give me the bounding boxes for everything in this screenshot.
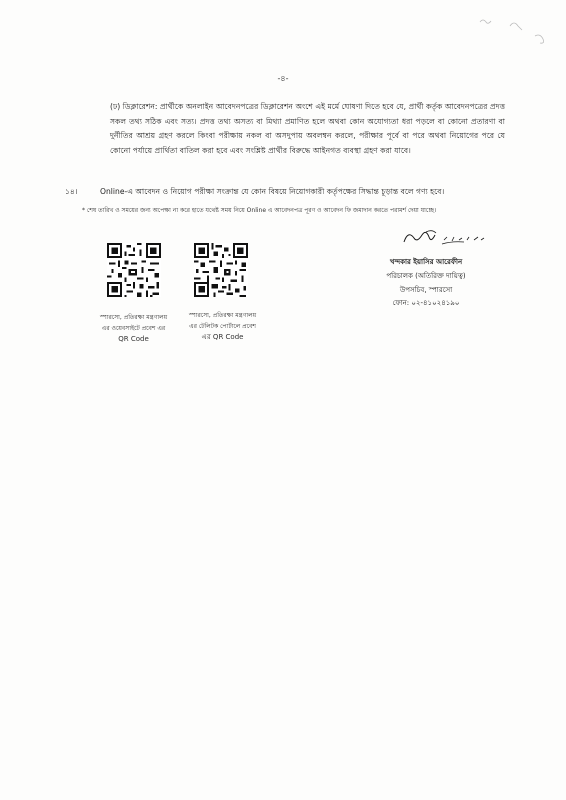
officer-name: খন্দকার ইয়াসির আরেফীন — [389, 258, 463, 266]
officer-block — [356, 256, 496, 311]
item-number: ১৪। — [65, 187, 78, 196]
margin-scribble — [470, 8, 560, 58]
item-text: Online-এ আবেদন ও নিয়োগ পরীক্ষা সংক্রান্ত যে কোন বিষয়ে নিয়োগকারী কর্তৃপক্ষের সিদ্ধান্ত চূড়ান্ত বলে গণ্য হবে। — [100, 187, 445, 196]
qr-caption-line: স্পারসো, প্রতিরক্ষা মন্ত্রণালয় — [188, 312, 257, 319]
officer-title: পরিচালক (অতিরিক্ত দায়িত্ব) — [386, 271, 466, 280]
page-number: -৪- — [277, 74, 289, 83]
qr-code-icon[interactable] — [107, 243, 161, 297]
qr-caption-line: এর টেলিটক পোর্টালে প্রবেশ — [189, 323, 256, 330]
qr-caption-line: QR Code — [118, 335, 149, 343]
officer-phone: ফোন: ০২-৪১০২৪১৯০ — [392, 299, 460, 308]
qr-caption-line: স্পারসো, প্রতিরক্ষা মন্ত্রণালয় — [99, 314, 168, 321]
officer-designation: উপসচিব, স্পারসো — [399, 285, 453, 294]
item-14 — [65, 186, 505, 198]
qr-code-icon[interactable] — [194, 243, 248, 297]
footnote: * শেষ তারিখ ও সময়ের জন্য অপেক্ষা না করে হাতে যথেষ্ট সময় নিয়ে Online এ আবেদনপত্র পূরণ ও আবেদন ফি জমাদান করতে পরামর্শ দেয়া যাচ্ছে। — [82, 207, 437, 214]
handwritten-signature — [398, 226, 508, 250]
qr-caption-line: এর ওয়েবসাইটে প্রবেশ এর — [101, 325, 166, 332]
qr-caption-teletalk — [165, 310, 280, 343]
declaration-paragraph: (ঢ) ডিক্লারেশন: প্রার্থীকে অনলাইন আবেদনপত্রের ডিক্লারেশন অংশে এই মর্মে ঘোষণা দিতে হবে যে, প্রার্থী কর্তৃক আবেদনপত্রের প্রদত্ত সকল তথ্য সঠিক এবং সত্য। প্রদত্ত তথ্য অসত্য বা মিথ্যা প্রমাণিত হলে অথবা কোন অযোগ্যতা ধরা পড়লে বা কোনো প্রতারণা বা দুর্নীতির আশ্রয় গ্রহণ করলে কিংবা পরীক্ষায় নকল বা অসদুপায় অবলম্বন করলে, পরীক্ষার পূর্বে বা পরে অথবা নিয়োগের পরে যে কোনো পর্যায়ে প্রার্থিতা বাতিল করা হবে এবং সংশ্লিষ্ট প্রার্থীর বিরুদ্ধে আইনগত ব্যবস্থা গ্রহণ করা যাবে। — [110, 102, 505, 155]
qr-caption-line: এর QR Code — [201, 333, 244, 341]
